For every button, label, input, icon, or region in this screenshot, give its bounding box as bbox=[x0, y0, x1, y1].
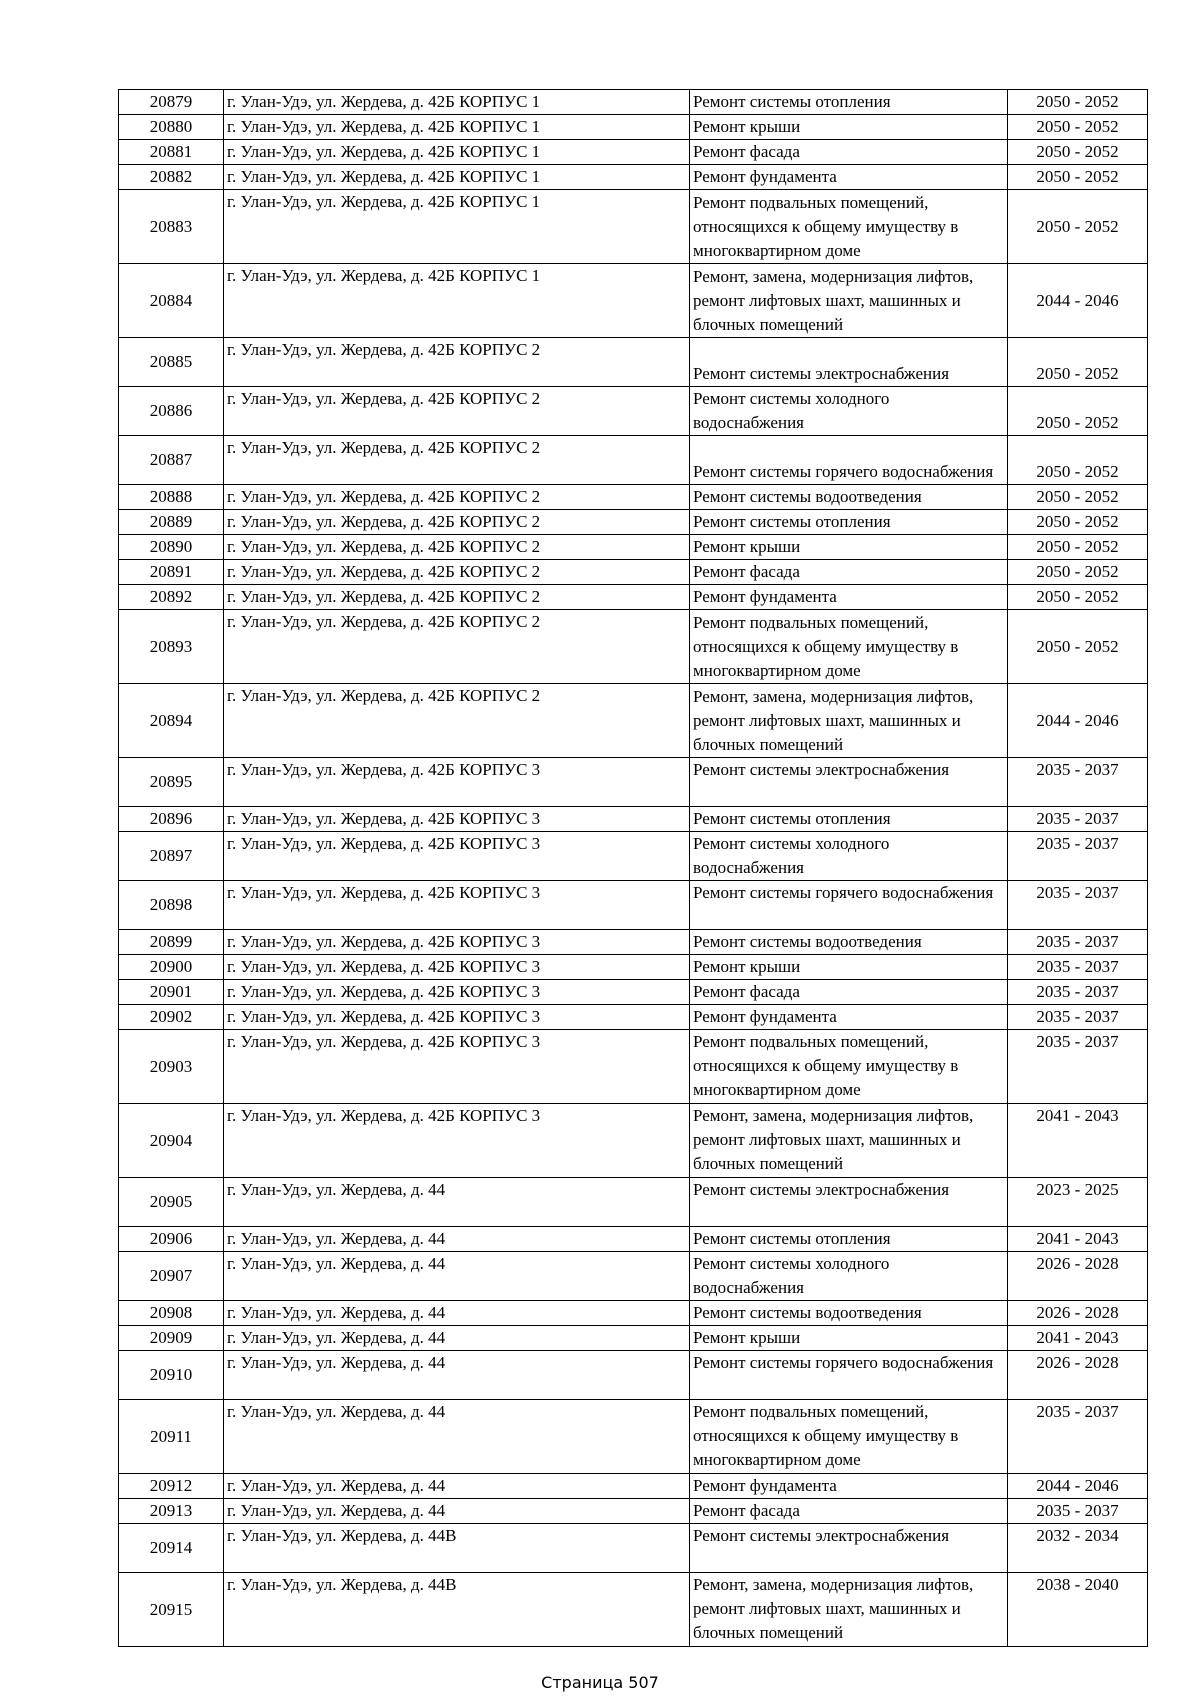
table-row bbox=[119, 1573, 1148, 1647]
address-cell: г. Улан-Удэ, ул. Жердева, д. 42Б КОРПУС 2 bbox=[224, 610, 690, 684]
address-cell: г. Улан-Удэ, ул. Жердева, д. 42Б КОРПУС 2 bbox=[224, 585, 690, 610]
address-cell: г. Улан-Удэ, ул. Жердева, д. 42Б КОРПУС 1 bbox=[224, 190, 690, 264]
period-cell: 2050 - 2052 bbox=[1008, 387, 1148, 436]
page-number: Страница 507 bbox=[541, 1673, 659, 1692]
row-number: 20898 bbox=[119, 881, 224, 930]
work-type-cell: Ремонт системы горячего водоснабжения bbox=[690, 1351, 1008, 1400]
table-row bbox=[119, 1524, 1148, 1573]
row-number: 20897 bbox=[119, 832, 224, 881]
work-type-cell: Ремонт системы водоотведения bbox=[690, 1301, 1008, 1326]
row-number: 20911 bbox=[119, 1400, 224, 1474]
address-cell: г. Улан-Удэ, ул. Жердева, д. 44 bbox=[224, 1326, 690, 1351]
table-row bbox=[119, 560, 1148, 585]
table-body bbox=[119, 90, 1148, 1647]
row-number: 20903 bbox=[119, 1030, 224, 1104]
table-row bbox=[119, 264, 1148, 338]
work-type-cell: Ремонт системы водоотведения bbox=[690, 485, 1008, 510]
work-type-cell: Ремонт системы горячего водоснабжения bbox=[690, 436, 1008, 485]
row-number: 20879 bbox=[119, 90, 224, 115]
period-cell: 2050 - 2052 bbox=[1008, 190, 1148, 264]
period-cell: 2050 - 2052 bbox=[1008, 436, 1148, 485]
address-cell: г. Улан-Удэ, ул. Жердева, д. 42Б КОРПУС 2 bbox=[224, 684, 690, 758]
address-cell: г. Улан-Удэ, ул. Жердева, д. 44В bbox=[224, 1573, 690, 1647]
row-number: 20895 bbox=[119, 758, 224, 807]
work-type-cell: Ремонт системы холодного водоснабжения bbox=[690, 832, 1008, 881]
row-number: 20894 bbox=[119, 684, 224, 758]
period-cell: 2050 - 2052 bbox=[1008, 115, 1148, 140]
row-number: 20892 bbox=[119, 585, 224, 610]
address-cell: г. Улан-Удэ, ул. Жердева, д. 42Б КОРПУС 1 bbox=[224, 115, 690, 140]
period-cell: 2050 - 2052 bbox=[1008, 585, 1148, 610]
row-number: 20889 bbox=[119, 510, 224, 535]
period-cell: 2026 - 2028 bbox=[1008, 1301, 1148, 1326]
address-cell: г. Улан-Удэ, ул. Жердева, д. 42Б КОРПУС 3 bbox=[224, 832, 690, 881]
table-row bbox=[119, 1301, 1148, 1326]
work-type-cell: Ремонт, замена, модернизация лифтов, ремонт лифтовых шахт, машинных и блочных помещений bbox=[690, 684, 1008, 758]
row-number: 20905 bbox=[119, 1178, 224, 1227]
period-cell: 2050 - 2052 bbox=[1008, 510, 1148, 535]
period-cell: 2041 - 2043 bbox=[1008, 1104, 1148, 1178]
address-cell: г. Улан-Удэ, ул. Жердева, д. 42Б КОРПУС 3 bbox=[224, 930, 690, 955]
row-number: 20908 bbox=[119, 1301, 224, 1326]
period-cell: 2050 - 2052 bbox=[1008, 90, 1148, 115]
period-cell: 2050 - 2052 bbox=[1008, 485, 1148, 510]
table-row bbox=[119, 585, 1148, 610]
period-cell: 2035 - 2037 bbox=[1008, 1400, 1148, 1474]
period-cell: 2044 - 2046 bbox=[1008, 1474, 1148, 1499]
row-number: 20899 bbox=[119, 930, 224, 955]
period-cell: 2035 - 2037 bbox=[1008, 807, 1148, 832]
table-row bbox=[119, 1104, 1148, 1178]
table-row bbox=[119, 165, 1148, 190]
period-cell: 2026 - 2028 bbox=[1008, 1252, 1148, 1301]
address-cell: г. Улан-Удэ, ул. Жердева, д. 44 bbox=[224, 1351, 690, 1400]
row-number: 20914 bbox=[119, 1524, 224, 1573]
period-cell: 2044 - 2046 bbox=[1008, 684, 1148, 758]
address-cell: г. Улан-Удэ, ул. Жердева, д. 42Б КОРПУС 1 bbox=[224, 140, 690, 165]
address-cell: г. Улан-Удэ, ул. Жердева, д. 44 bbox=[224, 1178, 690, 1227]
table-row bbox=[119, 1178, 1148, 1227]
work-type-cell: Ремонт крыши bbox=[690, 1326, 1008, 1351]
address-cell: г. Улан-Удэ, ул. Жердева, д. 42Б КОРПУС 3 bbox=[224, 1030, 690, 1104]
work-type-cell: Ремонт фундамента bbox=[690, 1005, 1008, 1030]
address-cell: г. Улан-Удэ, ул. Жердева, д. 44 bbox=[224, 1474, 690, 1499]
work-type-cell: Ремонт крыши bbox=[690, 955, 1008, 980]
table-row bbox=[119, 1499, 1148, 1524]
row-number: 20882 bbox=[119, 165, 224, 190]
address-cell: г. Улан-Удэ, ул. Жердева, д. 42Б КОРПУС 3 bbox=[224, 1005, 690, 1030]
period-cell: 2035 - 2037 bbox=[1008, 1030, 1148, 1104]
address-cell: г. Улан-Удэ, ул. Жердева, д. 42Б КОРПУС 3 bbox=[224, 955, 690, 980]
table-row bbox=[119, 190, 1148, 264]
address-cell: г. Улан-Удэ, ул. Жердева, д. 42Б КОРПУС 1 bbox=[224, 264, 690, 338]
table-row bbox=[119, 535, 1148, 560]
work-type-cell: Ремонт, замена, модернизация лифтов, ремонт лифтовых шахт, машинных и блочных помещений bbox=[690, 1573, 1008, 1647]
work-type-cell: Ремонт системы отопления bbox=[690, 807, 1008, 832]
period-cell: 2035 - 2037 bbox=[1008, 955, 1148, 980]
row-number: 20885 bbox=[119, 338, 224, 387]
work-type-cell: Ремонт подвальных помещений, относящихся к общему имуществу в многоквартирном доме bbox=[690, 1400, 1008, 1474]
period-cell: 2050 - 2052 bbox=[1008, 610, 1148, 684]
table-row bbox=[119, 387, 1148, 436]
row-number: 20913 bbox=[119, 1499, 224, 1524]
work-type-cell: Ремонт фасада bbox=[690, 560, 1008, 585]
period-cell: 2050 - 2052 bbox=[1008, 338, 1148, 387]
work-type-cell: Ремонт фундамента bbox=[690, 585, 1008, 610]
table-row bbox=[119, 684, 1148, 758]
row-number: 20906 bbox=[119, 1227, 224, 1252]
table-row bbox=[119, 610, 1148, 684]
work-type-cell: Ремонт фасада bbox=[690, 140, 1008, 165]
address-cell: г. Улан-Удэ, ул. Жердева, д. 42Б КОРПУС 3 bbox=[224, 980, 690, 1005]
address-cell: г. Улан-Удэ, ул. Жердева, д. 42Б КОРПУС 3 bbox=[224, 758, 690, 807]
table-row bbox=[119, 1227, 1148, 1252]
row-number: 20890 bbox=[119, 535, 224, 560]
address-cell: г. Улан-Удэ, ул. Жердева, д. 42Б КОРПУС 2 bbox=[224, 436, 690, 485]
row-number: 20888 bbox=[119, 485, 224, 510]
work-type-cell: Ремонт подвальных помещений, относящихся к общему имуществу в многоквартирном доме bbox=[690, 610, 1008, 684]
table-row bbox=[119, 930, 1148, 955]
table-row bbox=[119, 510, 1148, 535]
work-type-cell: Ремонт системы электроснабжения bbox=[690, 338, 1008, 387]
row-number: 20907 bbox=[119, 1252, 224, 1301]
work-type-cell: Ремонт системы электроснабжения bbox=[690, 1524, 1008, 1573]
address-cell: г. Улан-Удэ, ул. Жердева, д. 42Б КОРПУС 3 bbox=[224, 1104, 690, 1178]
period-cell: 2041 - 2043 bbox=[1008, 1227, 1148, 1252]
period-cell: 2044 - 2046 bbox=[1008, 264, 1148, 338]
period-cell: 2050 - 2052 bbox=[1008, 165, 1148, 190]
work-type-cell: Ремонт системы холодного водоснабжения bbox=[690, 387, 1008, 436]
work-type-cell: Ремонт фасада bbox=[690, 1499, 1008, 1524]
address-cell: г. Улан-Удэ, ул. Жердева, д. 42Б КОРПУС 1 bbox=[224, 165, 690, 190]
address-cell: г. Улан-Удэ, ул. Жердева, д. 44 bbox=[224, 1499, 690, 1524]
table-row bbox=[119, 980, 1148, 1005]
row-number: 20912 bbox=[119, 1474, 224, 1499]
table-row bbox=[119, 832, 1148, 881]
address-cell: г. Улан-Удэ, ул. Жердева, д. 42Б КОРПУС 2 bbox=[224, 387, 690, 436]
address-cell: г. Улан-Удэ, ул. Жердева, д. 42Б КОРПУС 2 bbox=[224, 485, 690, 510]
row-number: 20887 bbox=[119, 436, 224, 485]
table-row bbox=[119, 955, 1148, 980]
address-cell: г. Улан-Удэ, ул. Жердева, д. 42Б КОРПУС 2 bbox=[224, 535, 690, 560]
row-number: 20896 bbox=[119, 807, 224, 832]
row-number: 20915 bbox=[119, 1573, 224, 1647]
table-row bbox=[119, 1474, 1148, 1499]
work-type-cell: Ремонт системы отопления bbox=[690, 510, 1008, 535]
period-cell: 2035 - 2037 bbox=[1008, 980, 1148, 1005]
address-cell: г. Улан-Удэ, ул. Жердева, д. 44 bbox=[224, 1227, 690, 1252]
period-cell: 2023 - 2025 bbox=[1008, 1178, 1148, 1227]
work-type-cell: Ремонт крыши bbox=[690, 535, 1008, 560]
row-number: 20880 bbox=[119, 115, 224, 140]
address-cell: г. Улан-Удэ, ул. Жердева, д. 42Б КОРПУС 1 bbox=[224, 90, 690, 115]
work-type-cell: Ремонт фасада bbox=[690, 980, 1008, 1005]
table-row bbox=[119, 1030, 1148, 1104]
row-number: 20909 bbox=[119, 1326, 224, 1351]
period-cell: 2035 - 2037 bbox=[1008, 930, 1148, 955]
work-type-cell: Ремонт системы отопления bbox=[690, 90, 1008, 115]
period-cell: 2035 - 2037 bbox=[1008, 881, 1148, 930]
address-cell: г. Улан-Удэ, ул. Жердева, д. 42Б КОРПУС 2 bbox=[224, 338, 690, 387]
period-cell: 2035 - 2037 bbox=[1008, 758, 1148, 807]
work-type-cell: Ремонт, замена, модернизация лифтов, ремонт лифтовых шахт, машинных и блочных помещений bbox=[690, 264, 1008, 338]
work-type-cell: Ремонт системы холодного водоснабжения bbox=[690, 1252, 1008, 1301]
period-cell: 2050 - 2052 bbox=[1008, 140, 1148, 165]
address-cell: г. Улан-Удэ, ул. Жердева, д. 42Б КОРПУС 3 bbox=[224, 881, 690, 930]
row-number: 20881 bbox=[119, 140, 224, 165]
period-cell: 2035 - 2037 bbox=[1008, 1499, 1148, 1524]
address-cell: г. Улан-Удэ, ул. Жердева, д. 44 bbox=[224, 1252, 690, 1301]
period-cell: 2035 - 2037 bbox=[1008, 832, 1148, 881]
work-type-cell: Ремонт крыши bbox=[690, 115, 1008, 140]
row-number: 20901 bbox=[119, 980, 224, 1005]
row-number: 20902 bbox=[119, 1005, 224, 1030]
table-row bbox=[119, 807, 1148, 832]
period-cell: 2041 - 2043 bbox=[1008, 1326, 1148, 1351]
table-row bbox=[119, 90, 1148, 115]
period-cell: 2050 - 2052 bbox=[1008, 535, 1148, 560]
period-cell: 2038 - 2040 bbox=[1008, 1573, 1148, 1647]
table-row bbox=[119, 1400, 1148, 1474]
address-cell: г. Улан-Удэ, ул. Жердева, д. 44В bbox=[224, 1524, 690, 1573]
work-type-cell: Ремонт системы отопления bbox=[690, 1227, 1008, 1252]
work-type-cell: Ремонт системы электроснабжения bbox=[690, 758, 1008, 807]
period-cell: 2035 - 2037 bbox=[1008, 1005, 1148, 1030]
table-row bbox=[119, 881, 1148, 930]
capital-repair-table bbox=[118, 89, 1148, 1647]
work-type-cell: Ремонт системы горячего водоснабжения bbox=[690, 881, 1008, 930]
work-type-cell: Ремонт фундамента bbox=[690, 1474, 1008, 1499]
row-number: 20900 bbox=[119, 955, 224, 980]
table-row bbox=[119, 1326, 1148, 1351]
table-row bbox=[119, 338, 1148, 387]
table-row bbox=[119, 140, 1148, 165]
table-row bbox=[119, 115, 1148, 140]
row-number: 20904 bbox=[119, 1104, 224, 1178]
work-type-cell: Ремонт фундамента bbox=[690, 165, 1008, 190]
row-number: 20891 bbox=[119, 560, 224, 585]
work-type-cell: Ремонт подвальных помещений, относящихся к общему имуществу в многоквартирном доме bbox=[690, 1030, 1008, 1104]
table-row bbox=[119, 485, 1148, 510]
row-number: 20893 bbox=[119, 610, 224, 684]
address-cell: г. Улан-Удэ, ул. Жердева, д. 44 bbox=[224, 1301, 690, 1326]
address-cell: г. Улан-Удэ, ул. Жердева, д. 42Б КОРПУС 2 bbox=[224, 510, 690, 535]
row-number: 20884 bbox=[119, 264, 224, 338]
row-number: 20910 bbox=[119, 1351, 224, 1400]
address-cell: г. Улан-Удэ, ул. Жердева, д. 42Б КОРПУС 3 bbox=[224, 807, 690, 832]
address-cell: г. Улан-Удэ, ул. Жердева, д. 42Б КОРПУС 2 bbox=[224, 560, 690, 585]
address-cell: г. Улан-Удэ, ул. Жердева, д. 44 bbox=[224, 1400, 690, 1474]
table-row bbox=[119, 1351, 1148, 1400]
table-row bbox=[119, 436, 1148, 485]
table-row bbox=[119, 758, 1148, 807]
period-cell: 2050 - 2052 bbox=[1008, 560, 1148, 585]
row-number: 20883 bbox=[119, 190, 224, 264]
table-row bbox=[119, 1005, 1148, 1030]
period-cell: 2026 - 2028 bbox=[1008, 1351, 1148, 1400]
row-number: 20886 bbox=[119, 387, 224, 436]
table-row bbox=[119, 1252, 1148, 1301]
work-type-cell: Ремонт подвальных помещений, относящихся к общему имуществу в многоквартирном доме bbox=[690, 190, 1008, 264]
period-cell: 2032 - 2034 bbox=[1008, 1524, 1148, 1573]
work-type-cell: Ремонт системы водоотведения bbox=[690, 930, 1008, 955]
work-type-cell: Ремонт системы электроснабжения bbox=[690, 1178, 1008, 1227]
work-type-cell: Ремонт, замена, модернизация лифтов, ремонт лифтовых шахт, машинных и блочных помещений bbox=[690, 1104, 1008, 1178]
